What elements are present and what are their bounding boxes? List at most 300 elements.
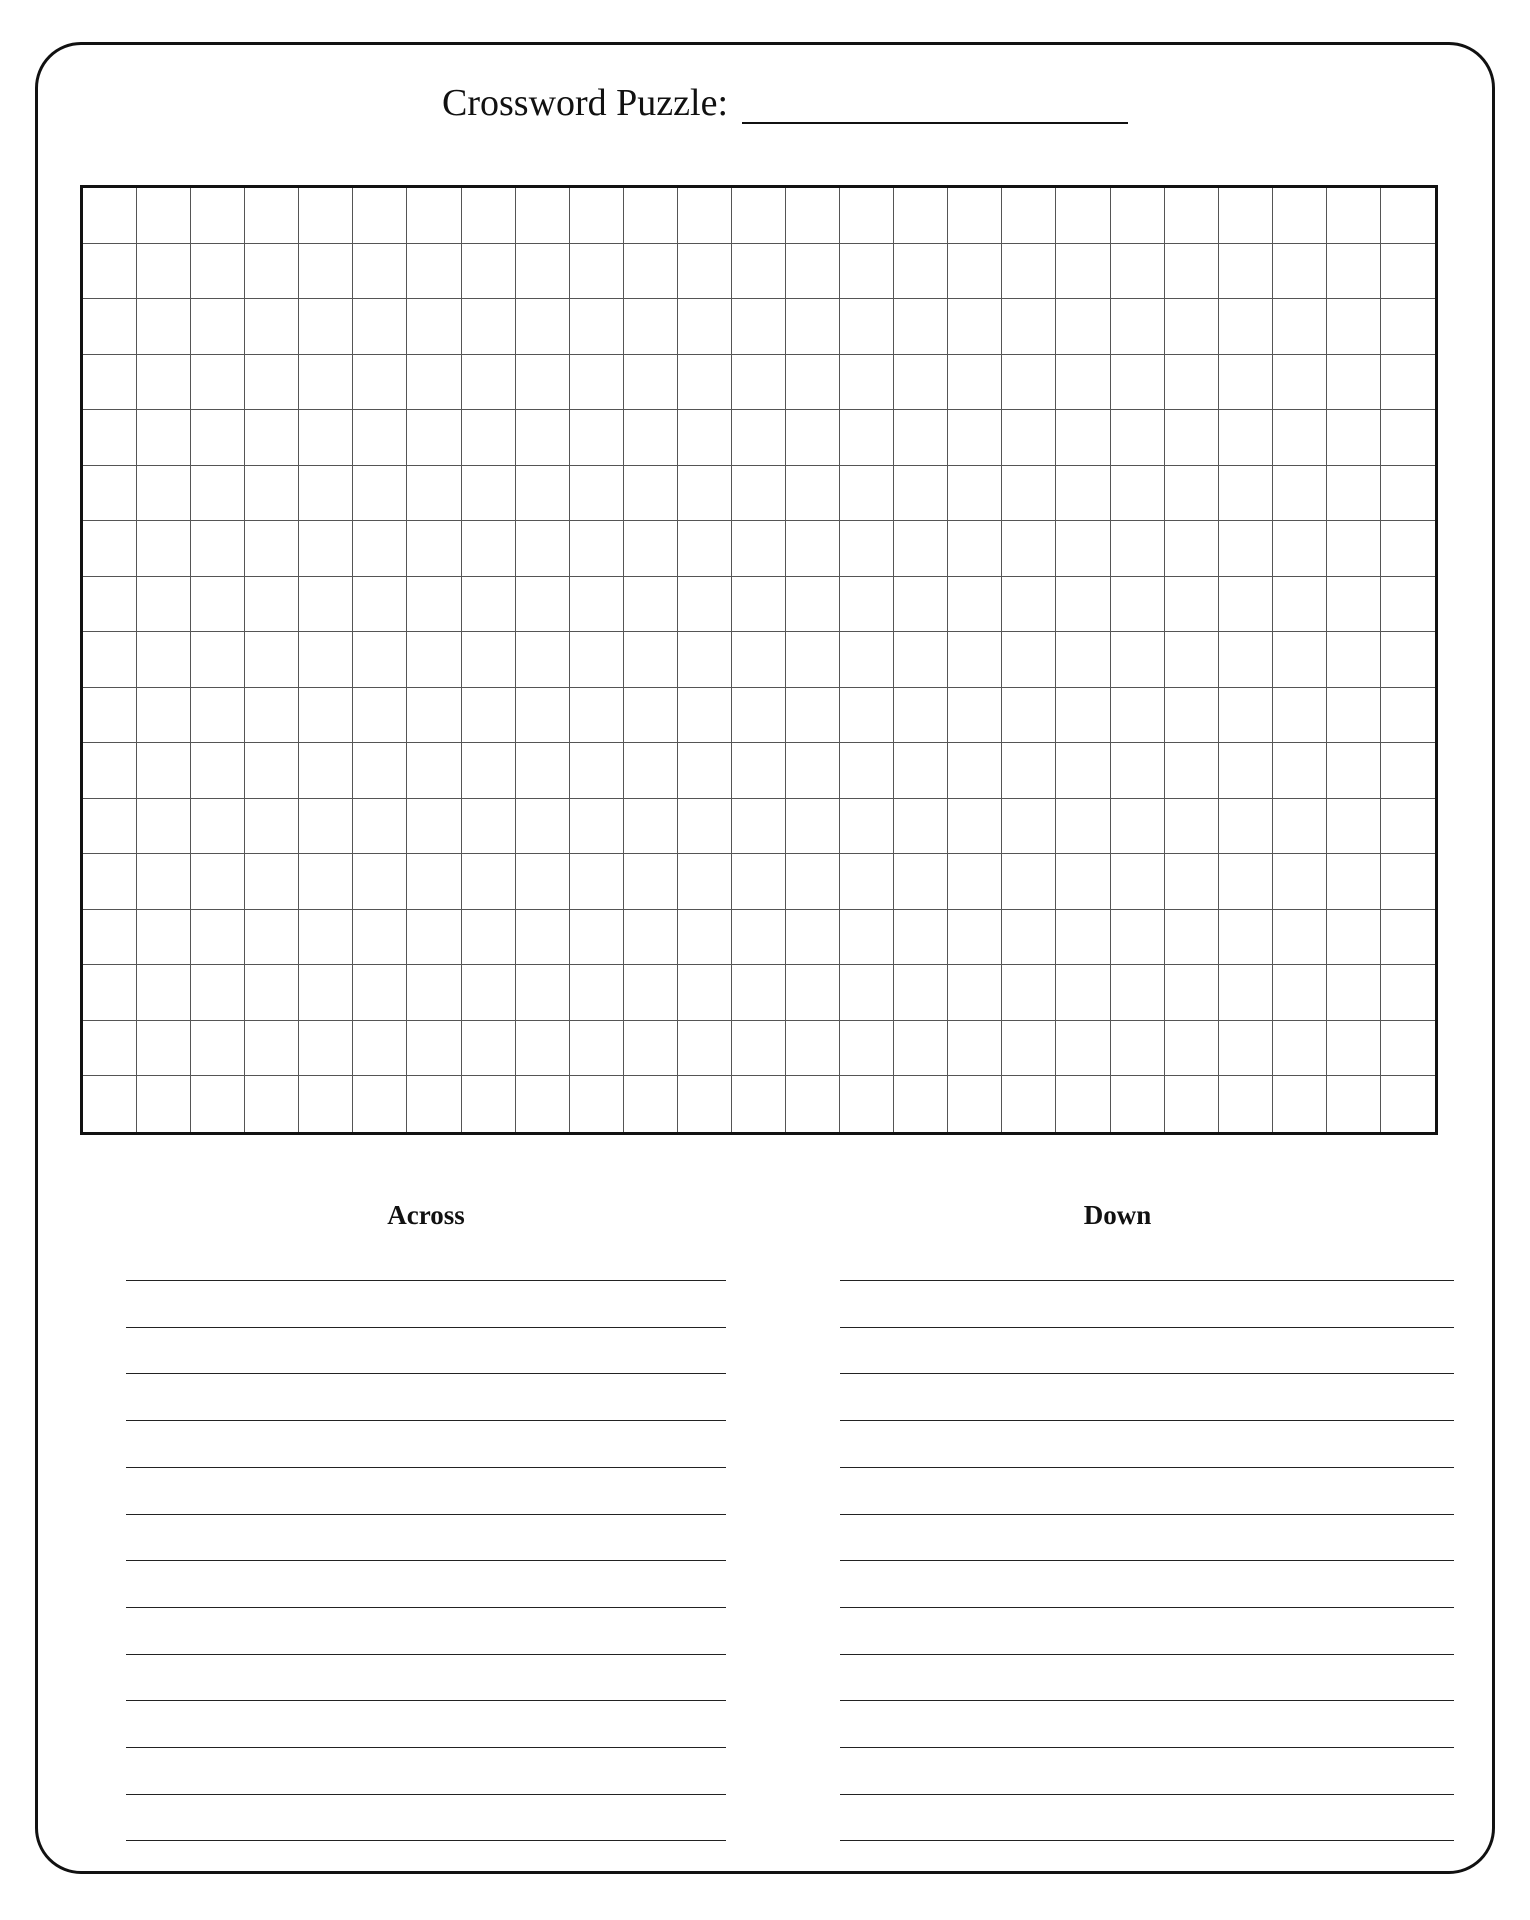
grid-cell[interactable] <box>1273 1076 1327 1132</box>
grid-cell[interactable] <box>516 521 570 577</box>
grid-cell[interactable] <box>1002 244 1056 300</box>
grid-cell[interactable] <box>840 743 894 799</box>
grid-cell[interactable] <box>407 1076 461 1132</box>
grid-cell[interactable] <box>1327 1076 1381 1132</box>
grid-cell[interactable] <box>1273 854 1327 910</box>
grid-cell[interactable] <box>840 799 894 855</box>
grid-cell[interactable] <box>840 188 894 244</box>
grid-cell[interactable] <box>1381 688 1435 744</box>
grid-cell[interactable] <box>299 355 353 411</box>
grid-cell[interactable] <box>1111 244 1165 300</box>
grid-cell[interactable] <box>678 854 732 910</box>
grid-cell[interactable] <box>299 299 353 355</box>
grid-cell[interactable] <box>894 688 948 744</box>
grid-cell[interactable] <box>840 632 894 688</box>
grid-cell[interactable] <box>1002 688 1056 744</box>
grid-cell[interactable] <box>732 299 786 355</box>
down-clue-line[interactable] <box>840 1654 1454 1655</box>
grid-cell[interactable] <box>353 577 407 633</box>
grid-cell[interactable] <box>624 466 678 522</box>
grid-cell[interactable] <box>678 799 732 855</box>
grid-cell[interactable] <box>516 965 570 1021</box>
grid-cell[interactable] <box>299 799 353 855</box>
grid-cell[interactable] <box>407 299 461 355</box>
grid-cell[interactable] <box>948 188 1002 244</box>
grid-cell[interactable] <box>624 1076 678 1132</box>
grid-cell[interactable] <box>624 799 678 855</box>
grid-cell[interactable] <box>1111 632 1165 688</box>
grid-cell[interactable] <box>1002 1076 1056 1132</box>
grid-cell[interactable] <box>353 355 407 411</box>
grid-cell[interactable] <box>516 577 570 633</box>
grid-cell[interactable] <box>353 910 407 966</box>
grid-cell[interactable] <box>1327 799 1381 855</box>
grid-cell[interactable] <box>786 521 840 577</box>
grid-cell[interactable] <box>83 244 137 300</box>
grid-cell[interactable] <box>570 965 624 1021</box>
grid-cell[interactable] <box>1219 1021 1273 1077</box>
grid-cell[interactable] <box>948 521 1002 577</box>
grid-cell[interactable] <box>732 854 786 910</box>
grid-cell[interactable] <box>678 521 732 577</box>
grid-cell[interactable] <box>678 743 732 799</box>
grid-cell[interactable] <box>624 410 678 466</box>
grid-cell[interactable] <box>678 188 732 244</box>
grid-cell[interactable] <box>191 466 245 522</box>
grid-cell[interactable] <box>299 244 353 300</box>
grid-cell[interactable] <box>1273 688 1327 744</box>
grid-cell[interactable] <box>407 1021 461 1077</box>
grid-cell[interactable] <box>1327 355 1381 411</box>
grid-cell[interactable] <box>516 799 570 855</box>
grid-cell[interactable] <box>1381 743 1435 799</box>
grid-cell[interactable] <box>894 521 948 577</box>
grid-cell[interactable] <box>83 466 137 522</box>
across-clue-line[interactable] <box>126 1747 726 1748</box>
grid-cell[interactable] <box>1165 577 1219 633</box>
grid-cell[interactable] <box>732 244 786 300</box>
grid-cell[interactable] <box>1111 1076 1165 1132</box>
grid-cell[interactable] <box>624 854 678 910</box>
grid-cell[interactable] <box>1273 355 1327 411</box>
grid-cell[interactable] <box>624 632 678 688</box>
grid-cell[interactable] <box>1381 910 1435 966</box>
grid-cell[interactable] <box>407 244 461 300</box>
grid-cell[interactable] <box>624 688 678 744</box>
down-clue-line[interactable] <box>840 1794 1454 1795</box>
grid-cell[interactable] <box>1273 577 1327 633</box>
grid-cell[interactable] <box>516 466 570 522</box>
grid-cell[interactable] <box>1327 688 1381 744</box>
grid-cell[interactable] <box>137 799 191 855</box>
grid-cell[interactable] <box>840 688 894 744</box>
down-clue-line[interactable] <box>840 1327 1454 1328</box>
grid-cell[interactable] <box>299 910 353 966</box>
grid-cell[interactable] <box>516 688 570 744</box>
grid-cell[interactable] <box>1165 799 1219 855</box>
grid-cell[interactable] <box>570 188 624 244</box>
across-clue-line[interactable] <box>126 1327 726 1328</box>
grid-cell[interactable] <box>191 743 245 799</box>
grid-cell[interactable] <box>1111 410 1165 466</box>
grid-cell[interactable] <box>570 743 624 799</box>
grid-cell[interactable] <box>894 244 948 300</box>
grid-cell[interactable] <box>732 521 786 577</box>
grid-cell[interactable] <box>137 910 191 966</box>
grid-cell[interactable] <box>83 355 137 411</box>
grid-cell[interactable] <box>462 743 516 799</box>
grid-cell[interactable] <box>1165 355 1219 411</box>
grid-cell[interactable] <box>570 688 624 744</box>
grid-cell[interactable] <box>407 743 461 799</box>
grid-cell[interactable] <box>1327 577 1381 633</box>
down-clue-line[interactable] <box>840 1747 1454 1748</box>
grid-cell[interactable] <box>624 299 678 355</box>
grid-cell[interactable] <box>948 1021 1002 1077</box>
grid-cell[interactable] <box>137 1021 191 1077</box>
grid-cell[interactable] <box>245 688 299 744</box>
grid-cell[interactable] <box>678 632 732 688</box>
grid-cell[interactable] <box>1273 466 1327 522</box>
grid-cell[interactable] <box>1219 188 1273 244</box>
grid-cell[interactable] <box>948 466 1002 522</box>
grid-cell[interactable] <box>732 910 786 966</box>
grid-cell[interactable] <box>516 188 570 244</box>
grid-cell[interactable] <box>1219 743 1273 799</box>
grid-cell[interactable] <box>191 965 245 1021</box>
grid-cell[interactable] <box>1165 1021 1219 1077</box>
grid-cell[interactable] <box>786 854 840 910</box>
grid-cell[interactable] <box>462 466 516 522</box>
grid-cell[interactable] <box>516 299 570 355</box>
grid-cell[interactable] <box>894 632 948 688</box>
grid-cell[interactable] <box>732 410 786 466</box>
grid-cell[interactable] <box>245 854 299 910</box>
grid-cell[interactable] <box>191 688 245 744</box>
grid-cell[interactable] <box>516 632 570 688</box>
grid-cell[interactable] <box>353 632 407 688</box>
grid-cell[interactable] <box>245 466 299 522</box>
across-clue-line[interactable] <box>126 1280 726 1281</box>
grid-cell[interactable] <box>137 466 191 522</box>
grid-cell[interactable] <box>1381 355 1435 411</box>
grid-cell[interactable] <box>407 521 461 577</box>
grid-cell[interactable] <box>678 910 732 966</box>
grid-cell[interactable] <box>462 521 516 577</box>
grid-cell[interactable] <box>894 1021 948 1077</box>
grid-cell[interactable] <box>1219 577 1273 633</box>
grid-cell[interactable] <box>516 355 570 411</box>
grid-cell[interactable] <box>678 688 732 744</box>
grid-cell[interactable] <box>732 577 786 633</box>
grid-cell[interactable] <box>1056 521 1110 577</box>
across-clue-line[interactable] <box>126 1700 726 1701</box>
grid-cell[interactable] <box>1327 521 1381 577</box>
grid-cell[interactable] <box>894 799 948 855</box>
grid-cell[interactable] <box>299 854 353 910</box>
grid-cell[interactable] <box>245 521 299 577</box>
grid-cell[interactable] <box>1002 910 1056 966</box>
grid-cell[interactable] <box>407 688 461 744</box>
grid-cell[interactable] <box>948 910 1002 966</box>
grid-cell[interactable] <box>1381 1076 1435 1132</box>
grid-cell[interactable] <box>353 521 407 577</box>
grid-cell[interactable] <box>83 299 137 355</box>
grid-cell[interactable] <box>462 355 516 411</box>
grid-cell[interactable] <box>1056 1021 1110 1077</box>
grid-cell[interactable] <box>1219 965 1273 1021</box>
grid-cell[interactable] <box>732 799 786 855</box>
grid-cell[interactable] <box>191 299 245 355</box>
grid-cell[interactable] <box>1002 1021 1056 1077</box>
grid-cell[interactable] <box>894 299 948 355</box>
grid-cell[interactable] <box>407 355 461 411</box>
grid-cell[interactable] <box>570 1021 624 1077</box>
grid-cell[interactable] <box>840 244 894 300</box>
grid-cell[interactable] <box>1056 910 1110 966</box>
grid-cell[interactable] <box>83 188 137 244</box>
across-clue-line[interactable] <box>126 1514 726 1515</box>
grid-cell[interactable] <box>1273 521 1327 577</box>
grid-cell[interactable] <box>1056 1076 1110 1132</box>
grid-cell[interactable] <box>732 688 786 744</box>
grid-cell[interactable] <box>948 965 1002 1021</box>
grid-cell[interactable] <box>1165 910 1219 966</box>
grid-cell[interactable] <box>678 1076 732 1132</box>
grid-cell[interactable] <box>786 688 840 744</box>
grid-cell[interactable] <box>570 632 624 688</box>
grid-cell[interactable] <box>1381 577 1435 633</box>
grid-cell[interactable] <box>840 410 894 466</box>
grid-cell[interactable] <box>191 188 245 244</box>
grid-cell[interactable] <box>516 244 570 300</box>
across-clue-line[interactable] <box>126 1467 726 1468</box>
grid-cell[interactable] <box>732 188 786 244</box>
grid-cell[interactable] <box>191 521 245 577</box>
grid-cell[interactable] <box>1056 799 1110 855</box>
grid-cell[interactable] <box>678 965 732 1021</box>
grid-cell[interactable] <box>245 1021 299 1077</box>
grid-cell[interactable] <box>245 910 299 966</box>
grid-cell[interactable] <box>1111 521 1165 577</box>
grid-cell[interactable] <box>1381 965 1435 1021</box>
grid-cell[interactable] <box>191 1021 245 1077</box>
grid-cell[interactable] <box>786 799 840 855</box>
grid-cell[interactable] <box>191 854 245 910</box>
grid-cell[interactable] <box>1002 632 1056 688</box>
grid-cell[interactable] <box>1219 355 1273 411</box>
grid-cell[interactable] <box>353 410 407 466</box>
grid-cell[interactable] <box>299 1076 353 1132</box>
grid-cell[interactable] <box>786 965 840 1021</box>
grid-cell[interactable] <box>678 355 732 411</box>
grid-cell[interactable] <box>840 355 894 411</box>
grid-cell[interactable] <box>462 299 516 355</box>
grid-cell[interactable] <box>840 466 894 522</box>
grid-cell[interactable] <box>353 688 407 744</box>
grid-cell[interactable] <box>624 577 678 633</box>
grid-cell[interactable] <box>353 854 407 910</box>
grid-cell[interactable] <box>245 355 299 411</box>
grid-cell[interactable] <box>624 355 678 411</box>
grid-cell[interactable] <box>1056 577 1110 633</box>
grid-cell[interactable] <box>462 1076 516 1132</box>
grid-cell[interactable] <box>624 743 678 799</box>
down-clue-line[interactable] <box>840 1560 1454 1561</box>
grid-cell[interactable] <box>83 688 137 744</box>
grid-cell[interactable] <box>191 355 245 411</box>
grid-cell[interactable] <box>462 910 516 966</box>
grid-cell[interactable] <box>1327 244 1381 300</box>
across-clue-line[interactable] <box>126 1420 726 1421</box>
grid-cell[interactable] <box>1273 1021 1327 1077</box>
down-clue-line[interactable] <box>840 1700 1454 1701</box>
down-clue-line[interactable] <box>840 1607 1454 1608</box>
grid-cell[interactable] <box>353 244 407 300</box>
grid-cell[interactable] <box>1111 688 1165 744</box>
grid-cell[interactable] <box>948 577 1002 633</box>
grid-cell[interactable] <box>1273 910 1327 966</box>
grid-cell[interactable] <box>407 799 461 855</box>
grid-cell[interactable] <box>245 410 299 466</box>
grid-cell[interactable] <box>840 965 894 1021</box>
grid-cell[interactable] <box>245 743 299 799</box>
grid-cell[interactable] <box>245 1076 299 1132</box>
grid-cell[interactable] <box>407 466 461 522</box>
crossword-grid[interactable] <box>80 185 1438 1135</box>
grid-cell[interactable] <box>1056 355 1110 411</box>
grid-cell[interactable] <box>786 910 840 966</box>
grid-cell[interactable] <box>624 1021 678 1077</box>
grid-cell[interactable] <box>407 410 461 466</box>
grid-cell[interactable] <box>1111 799 1165 855</box>
grid-cell[interactable] <box>516 910 570 966</box>
grid-cell[interactable] <box>83 799 137 855</box>
across-clue-line[interactable] <box>126 1560 726 1561</box>
grid-cell[interactable] <box>1381 299 1435 355</box>
grid-cell[interactable] <box>894 854 948 910</box>
grid-cell[interactable] <box>894 355 948 411</box>
grid-cell[interactable] <box>1219 799 1273 855</box>
grid-cell[interactable] <box>83 854 137 910</box>
grid-cell[interactable] <box>840 577 894 633</box>
grid-cell[interactable] <box>570 910 624 966</box>
grid-cell[interactable] <box>948 743 1002 799</box>
grid-cell[interactable] <box>1002 799 1056 855</box>
grid-cell[interactable] <box>299 688 353 744</box>
grid-cell[interactable] <box>624 244 678 300</box>
grid-cell[interactable] <box>732 1021 786 1077</box>
grid-cell[interactable] <box>137 688 191 744</box>
grid-cell[interactable] <box>1219 910 1273 966</box>
down-clue-line[interactable] <box>840 1280 1454 1281</box>
grid-cell[interactable] <box>137 743 191 799</box>
grid-cell[interactable] <box>1381 799 1435 855</box>
grid-cell[interactable] <box>1056 743 1110 799</box>
grid-cell[interactable] <box>894 188 948 244</box>
grid-cell[interactable] <box>407 910 461 966</box>
grid-cell[interactable] <box>1165 1076 1219 1132</box>
grid-cell[interactable] <box>1056 410 1110 466</box>
grid-cell[interactable] <box>732 1076 786 1132</box>
grid-cell[interactable] <box>83 410 137 466</box>
grid-cell[interactable] <box>840 910 894 966</box>
down-clue-line[interactable] <box>840 1467 1454 1468</box>
grid-cell[interactable] <box>1327 854 1381 910</box>
grid-cell[interactable] <box>840 1021 894 1077</box>
grid-cell[interactable] <box>1111 1021 1165 1077</box>
grid-cell[interactable] <box>1002 355 1056 411</box>
grid-cell[interactable] <box>299 632 353 688</box>
grid-cell[interactable] <box>1111 355 1165 411</box>
grid-cell[interactable] <box>299 521 353 577</box>
grid-cell[interactable] <box>1219 632 1273 688</box>
grid-cell[interactable] <box>624 965 678 1021</box>
grid-cell[interactable] <box>1002 854 1056 910</box>
grid-cell[interactable] <box>948 854 1002 910</box>
grid-cell[interactable] <box>1273 799 1327 855</box>
grid-cell[interactable] <box>732 632 786 688</box>
grid-cell[interactable] <box>1111 854 1165 910</box>
grid-cell[interactable] <box>840 299 894 355</box>
grid-cell[interactable] <box>137 965 191 1021</box>
grid-cell[interactable] <box>137 410 191 466</box>
grid-cell[interactable] <box>462 632 516 688</box>
grid-cell[interactable] <box>1165 299 1219 355</box>
grid-cell[interactable] <box>137 854 191 910</box>
grid-cell[interactable] <box>1165 632 1219 688</box>
grid-cell[interactable] <box>1056 299 1110 355</box>
grid-cell[interactable] <box>678 410 732 466</box>
grid-cell[interactable] <box>786 577 840 633</box>
grid-cell[interactable] <box>83 577 137 633</box>
grid-cell[interactable] <box>1002 521 1056 577</box>
grid-cell[interactable] <box>1219 410 1273 466</box>
grid-cell[interactable] <box>83 743 137 799</box>
grid-cell[interactable] <box>1111 577 1165 633</box>
grid-cell[interactable] <box>948 355 1002 411</box>
down-clue-line[interactable] <box>840 1514 1454 1515</box>
grid-cell[interactable] <box>948 632 1002 688</box>
grid-cell[interactable] <box>1111 965 1165 1021</box>
grid-cell[interactable] <box>191 1076 245 1132</box>
grid-cell[interactable] <box>1219 299 1273 355</box>
across-clue-line[interactable] <box>126 1794 726 1795</box>
grid-cell[interactable] <box>1165 854 1219 910</box>
grid-cell[interactable] <box>353 1076 407 1132</box>
grid-cell[interactable] <box>245 244 299 300</box>
grid-cell[interactable] <box>1056 632 1110 688</box>
grid-cell[interactable] <box>299 1021 353 1077</box>
grid-cell[interactable] <box>1381 244 1435 300</box>
grid-cell[interactable] <box>570 355 624 411</box>
grid-cell[interactable] <box>894 577 948 633</box>
grid-cell[interactable] <box>1002 466 1056 522</box>
grid-cell[interactable] <box>1165 410 1219 466</box>
grid-cell[interactable] <box>840 521 894 577</box>
grid-cell[interactable] <box>83 965 137 1021</box>
grid-cell[interactable] <box>1327 410 1381 466</box>
grid-cell[interactable] <box>786 244 840 300</box>
grid-cell[interactable] <box>732 965 786 1021</box>
grid-cell[interactable] <box>624 188 678 244</box>
grid-cell[interactable] <box>407 188 461 244</box>
grid-cell[interactable] <box>462 854 516 910</box>
grid-cell[interactable] <box>191 410 245 466</box>
grid-cell[interactable] <box>462 688 516 744</box>
grid-cell[interactable] <box>786 743 840 799</box>
grid-cell[interactable] <box>1002 188 1056 244</box>
